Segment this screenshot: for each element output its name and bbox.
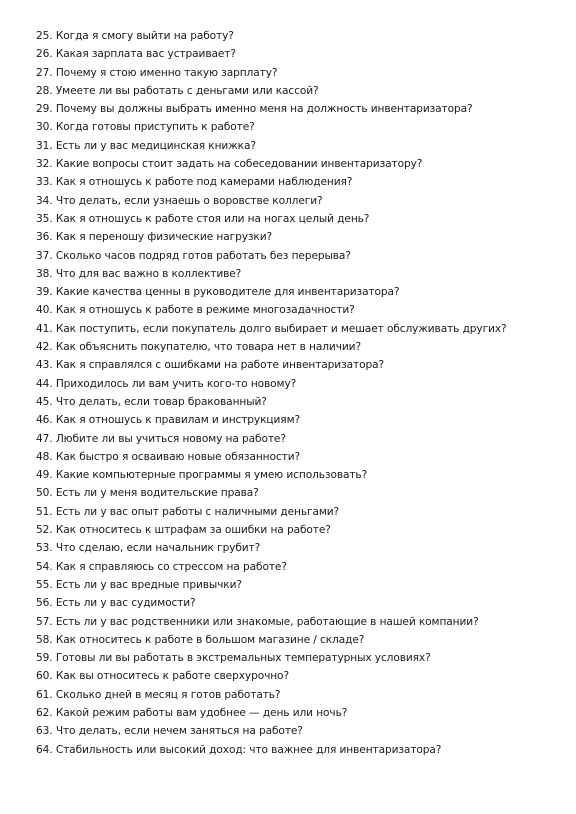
question-item: 29. Почему вы должны выбрать именно меня на должность инвентаризатора? (36, 103, 473, 116)
question-item: 54. Как я справляюсь со стрессом на работе? (36, 560, 287, 573)
question-item: 46. Как я отношусь к правилам и инструкциям? (36, 414, 300, 427)
question-item: 56. Есть ли у вас судимости? (36, 597, 196, 610)
question-item: 42. Как объяснить покупателю, что товара нет в наличии? (36, 341, 361, 354)
question-item: 59. Готовы ли вы работать в экстремальных температурных условиях? (36, 652, 431, 665)
question-item: 63. Что делать, если нечем заняться на работе? (36, 725, 303, 738)
question-item: 34. Что делать, если узнаешь о воровстве коллеги? (36, 194, 323, 207)
question-item: 60. Как вы относитесь к работе сверхурочно? (36, 670, 289, 683)
question-item: 38. Что для вас важно в коллективе? (36, 267, 242, 280)
question-item: 40. Как я отношусь к работе в режиме многозадачности? (36, 304, 355, 317)
question-item: 43. Как я справлялся с ошибками на работе инвентаризатора? (36, 359, 385, 372)
question-item: 35. Как я отношусь к работе стоя или на ногах целый день? (36, 212, 370, 225)
question-item: 51. Есть ли у вас опыт работы с наличными деньгами? (36, 505, 340, 518)
question-item: 57. Есть ли у вас родственники или знакомые, работающие в нашей компании? (36, 615, 479, 628)
question-item: 33. Как я отношусь к работе под камерами наблюдения? (36, 176, 353, 189)
question-item: 39. Какие качества ценны в руководителе для инвентаризатора? (36, 286, 400, 299)
question-item: 64. Стабильность или высокий доход: что важнее для инвентаризатора? (36, 743, 442, 756)
question-item: 37. Сколько часов подряд готов работать без перерыва? (36, 249, 351, 262)
question-item: 28. Умеете ли вы работать с деньгами или кассой? (36, 84, 319, 97)
question-item: 41. Как поступить, если покупатель долго выбирает и мешает обслуживать других? (36, 322, 507, 335)
question-item: 49. Какие компьютерные программы я умею использовать? (36, 469, 368, 482)
question-item: 32. Какие вопросы стоит задать на собеседовании инвентаризатору? (36, 158, 423, 171)
question-list (36, 27, 566, 759)
question-item: 31. Есть ли у вас медицинская книжка? (36, 139, 256, 152)
question-item: 55. Есть ли у вас вредные привычки? (36, 578, 242, 591)
question-item: 52. Как относитесь к штрафам за ошибки на работе? (36, 524, 331, 537)
question-item: 58. Как относитесь к работе в большом магазине / складе? (36, 633, 365, 646)
question-item: 26. Какая зарплата вас устраивает? (36, 48, 236, 61)
question-item: 45. Что делать, если товар бракованный? (36, 395, 267, 408)
question-item: 27. Почему я стою именно такую зарплату? (36, 66, 278, 79)
question-item: 25. Когда я смогу выйти на работу? (36, 30, 234, 42)
question-item: 62. Какой режим работы вам удобнее — день или ночь? (36, 706, 348, 719)
question-item: 36. Как я переношу физические нагрузки? (36, 231, 273, 244)
question-item: 44. Приходилось ли вам учить кого-то новому? (36, 377, 297, 390)
question-item: 53. Что сделаю, если начальник грубит? (36, 542, 261, 555)
question-item: 47. Любите ли вы учиться новому на работе? (36, 432, 286, 445)
question-item: 61. Сколько дней в месяц я готов работать? (36, 688, 281, 701)
question-item: 48. Как быстро я осваиваю новые обязанности? (36, 450, 300, 463)
question-item: 50. Есть ли у меня водительские права? (36, 487, 259, 500)
question-item: 30. Когда готовы приступить к работе? (36, 121, 255, 134)
